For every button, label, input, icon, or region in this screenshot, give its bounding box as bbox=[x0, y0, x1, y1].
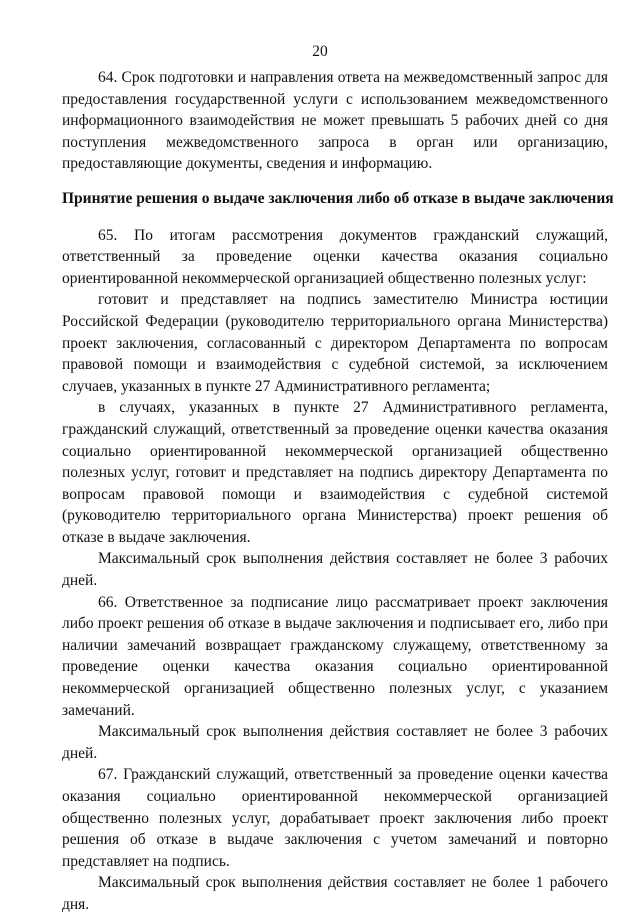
document-body bbox=[62, 67, 614, 916]
deadline-paragraph-67: Максимальный срок выполнения действия составляет не более 1 рабочего дня. bbox=[62, 874, 608, 913]
paragraph-65-item-2: в случаях, указанных в пункте 27 Административного регламента, гражданский служащий, ответственный за проведение оценки качества оказания социально ориентированной некоммерческой организацией общественно полезных услуг, готовит и представляет на подпись директору Департамента по вопросам правовой помощи и взаимодействия с судебной системой (руководителю территориального органа Министерства) проект решения об отказе в выдаче заключения. bbox=[62, 399, 608, 546]
page-number: 20 bbox=[312, 43, 328, 60]
section-heading: Принятие решения о выдаче заключения либо об отказе в выдаче заключения bbox=[62, 189, 614, 207]
deadline-paragraph-65: Максимальный срок выполнения действия составляет не более 3 рабочих дней. bbox=[62, 550, 608, 590]
paragraph-67: 67. Гражданский служащий, ответственный за проведение оценки качества оказания социально ориентированной некоммерческой организацией общественно полезных услуг, дорабатывает проект заключения либо проект решения об отказе в выдаче заключения с учетом замечаний и повторно представляет на подпись. bbox=[62, 766, 608, 870]
deadline-paragraph-66: Максимальный срок выполнения действия составляет не более 3 рабочих дней. bbox=[62, 723, 608, 762]
paragraph-64: 64. Срок подготовки и направления ответа на межведомственный запрос для предоставления государственной услуги с использованием межведомственного информационного взаимодействия не может превышать 5 рабочих дней со дня поступления межведомственного запроса в орган или организацию, предоставляющие документы, сведения и информацию. bbox=[62, 69, 608, 173]
paragraph-65: 65. По итогам рассмотрения документов гражданский служащий, ответственный за проведение оценки качества оказания социально ориентированной некоммерческой организацией общественно полезных услуг: bbox=[62, 226, 608, 287]
paragraph-66: 66. Ответственное за подписание лицо рассматривает проект заключения либо проект решения об отказе в выдаче заключения и подписывает его, либо при наличии замечаний возвращает гражданскому служащему, ответственному за проведение оценки качества оказания социально ориентированной некоммерческой организацией общественно полезных услуг, с указанием замечаний. bbox=[62, 593, 608, 719]
paragraph-65-item-1: готовит и представляет на подпись заместителю Министра юстиции Российской Федерации (руководителю территориального органа Министерства) проект заключения, согласованный с директором Департамента по вопросам правовой помощи и взаимодействия с судебной системой, за исключением случаев, указанных в пункте 27 Административного регламента; bbox=[62, 291, 608, 395]
